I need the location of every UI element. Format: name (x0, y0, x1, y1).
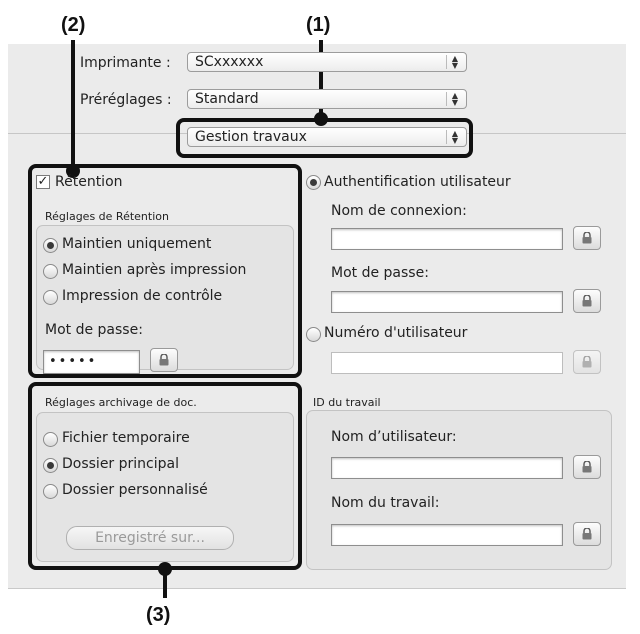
callout-2-leader (71, 40, 75, 168)
presets-value: Standard (195, 91, 259, 107)
lock-icon (582, 461, 592, 473)
presets-label: Préréglages : (80, 92, 172, 108)
login-name-label: Nom de connexion: (331, 203, 467, 219)
callout-1-label: (1) (306, 14, 331, 36)
callout-2-box (28, 164, 302, 378)
callout-3-box (28, 382, 302, 570)
option-hold-only: Maintien uniquement (62, 236, 212, 252)
lock-icon (582, 356, 592, 368)
job-name-label: Nom du travail: (331, 495, 440, 511)
user-number-label: Numéro d'utilisateur (324, 325, 468, 341)
auth-password-field[interactable] (331, 291, 563, 313)
job-name-field[interactable] (331, 524, 563, 546)
lock-icon (582, 295, 592, 307)
retention-checkbox[interactable]: ✓ (37, 174, 49, 189)
up-down-arrows-icon: ▲ ▼ (446, 130, 463, 144)
user-name-label: Nom d’utilisateur: (331, 429, 457, 445)
lock-icon (582, 232, 592, 244)
user-name-lock-button[interactable] (573, 455, 601, 479)
retention-password-field[interactable]: ••••• (43, 350, 140, 374)
presets-select[interactable] (187, 89, 467, 109)
option-custom-folder: Dossier personnalisé (62, 482, 208, 498)
stored-to-button[interactable]: Enregistré sur... (66, 526, 234, 550)
user-number-field[interactable] (331, 352, 563, 374)
printer-label: Imprimante : (80, 55, 171, 71)
callout-1-box (176, 118, 473, 158)
login-lock-button[interactable] (573, 226, 601, 250)
panel-value: Gestion travaux (195, 129, 307, 145)
user-auth-label: Authentification utilisateur (324, 174, 511, 190)
printer-select[interactable] (187, 52, 467, 72)
option-hold-after-print: Maintien après impression (62, 262, 247, 278)
up-down-arrows-icon: ▲ ▼ (446, 55, 463, 69)
retention-group-title: Réglages de Rétention (45, 210, 169, 223)
up-down-arrows-icon: ▲ ▼ (446, 92, 463, 106)
radio-user-number[interactable] (306, 327, 321, 342)
retention-label: Rétention (55, 174, 123, 190)
archive-group-title: Réglages archivage de doc. (45, 396, 197, 409)
callout-2-label: (2) (61, 14, 86, 36)
auth-password-lock-button[interactable] (573, 289, 601, 313)
printer-value: SCxxxxxx (195, 54, 264, 70)
radio-user-auth[interactable] (306, 175, 321, 190)
option-proof-print: Impression de contrôle (62, 288, 223, 304)
user-name-field[interactable] (331, 457, 563, 479)
login-name-field[interactable] (331, 228, 563, 250)
option-temporary-file: Fichier temporaire (62, 430, 190, 446)
job-name-lock-button[interactable] (573, 522, 601, 546)
job-id-group-title: ID du travail (313, 396, 381, 409)
user-number-lock-button[interactable] (573, 350, 601, 374)
lock-icon (582, 528, 592, 540)
callout-3-label: (3) (146, 604, 171, 626)
auth-password-label: Mot de passe: (331, 265, 429, 281)
retention-password-label: Mot de passe: (45, 322, 143, 338)
option-main-folder: Dossier principal (62, 456, 179, 472)
